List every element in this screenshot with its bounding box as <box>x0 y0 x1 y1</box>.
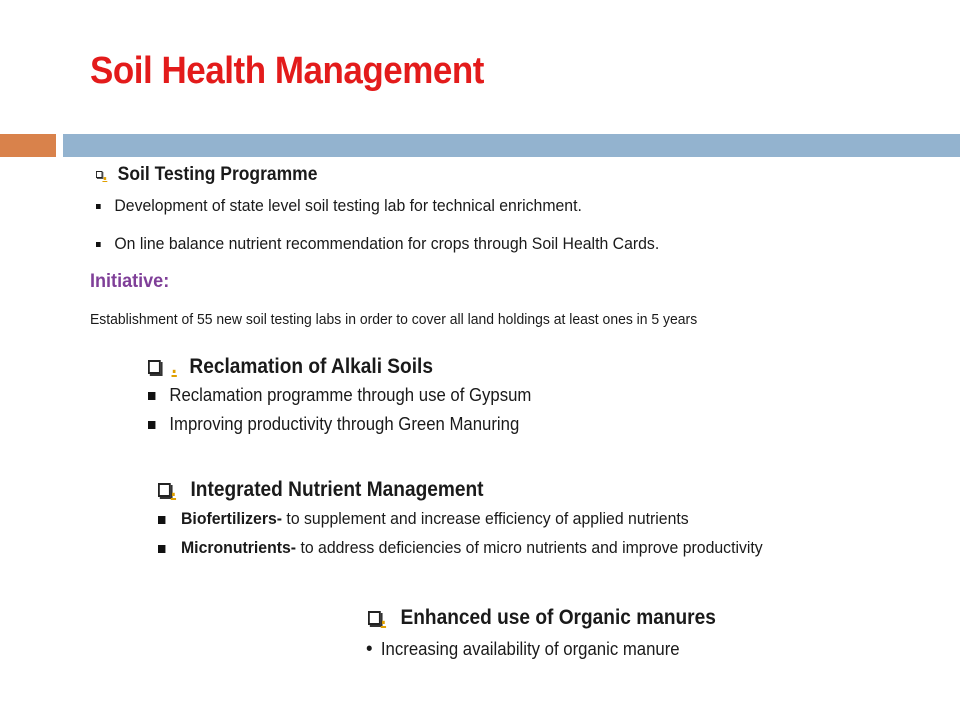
section-heading-text: Integrated Nutrient Management <box>190 478 484 501</box>
bullet-link[interactable]: . <box>380 606 387 629</box>
section-heading-text: Soil Testing Programme <box>117 164 318 185</box>
term-label: Biofertilizers- <box>181 509 283 528</box>
list-item <box>148 385 531 406</box>
section-heading-text: Enhanced use of Organic manures <box>400 606 716 629</box>
section-heading-text: Reclamation of Alkali Soils <box>189 355 433 378</box>
slide-title: Soil Health Management <box>90 50 484 92</box>
checkbox-bullet-icon <box>158 483 171 497</box>
list-item-text <box>181 509 689 528</box>
checkbox-bullet-icon <box>368 611 381 625</box>
bullet-link[interactable]: . <box>102 164 108 185</box>
term-label: Micronutrients- <box>181 538 297 557</box>
square-bullet-icon <box>96 204 101 209</box>
square-bullet-icon <box>148 421 155 429</box>
list-item-text: Reclamation programme through use of Gypsum <box>169 385 532 405</box>
term-description: to address deficiencies of micro nutrients and improve productivity <box>296 538 763 557</box>
square-bullet-icon <box>158 545 165 553</box>
list-item <box>96 196 582 216</box>
list-item-text: Development of state level soil testing lab for technical enrichment. <box>114 196 582 215</box>
section-nutrient-heading <box>158 478 484 502</box>
bullet-link[interactable]: . <box>171 355 177 378</box>
checkbox-bullet-icon <box>148 360 161 374</box>
square-bullet-icon <box>96 242 101 247</box>
initiative-label: Initiative: <box>90 271 170 292</box>
list-item-text: Improving productivity through Green Manuring <box>169 414 520 434</box>
square-bullet-icon <box>158 516 165 524</box>
header-bar-accent <box>0 134 56 157</box>
term-description: to supplement and increase efficiency of applied nutrients <box>282 509 689 528</box>
initiative-text: Establishment of 55 new soil testing labs in order to cover all land holdings at least ones in 5 years <box>90 311 698 328</box>
section-organic-heading <box>368 606 716 630</box>
header-bar <box>63 134 960 157</box>
section-soil-testing-heading <box>96 164 317 186</box>
bullet-link[interactable]: . <box>170 478 177 501</box>
list-item <box>158 509 689 529</box>
list-item <box>148 414 519 435</box>
list-item-text: Increasing availability of organic manure <box>380 639 680 659</box>
list-item <box>366 638 680 661</box>
list-item <box>158 538 763 558</box>
list-item-text <box>181 538 763 557</box>
section-alkali-heading <box>148 355 433 379</box>
list-item-text: On line balance nutrient recommendation for crops through Soil Health Cards. <box>114 234 660 253</box>
square-bullet-icon <box>148 392 155 400</box>
list-item <box>96 234 659 254</box>
round-bullet-icon: • <box>366 638 373 660</box>
